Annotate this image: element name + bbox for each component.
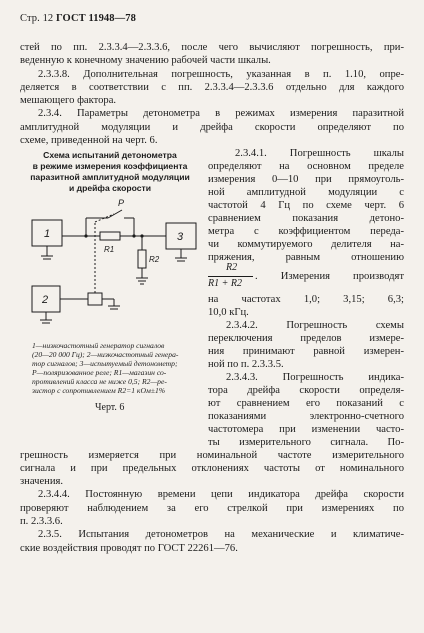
figure-legend-line: (20—20 000 Гц); 2—низкочастотный генера- xyxy=(32,350,179,359)
figure-caption-line: паразитной амплитудной модуляции xyxy=(30,172,190,182)
figure-legend-line: 1—низкочастотный генератор сигналов xyxy=(32,341,165,350)
text-line: схеме, приведенной на черт. 6. xyxy=(20,135,158,146)
text-line: веденную к конечному значению рабочей части шкалы. xyxy=(20,55,271,66)
resistor-label: R2 xyxy=(149,255,160,264)
resistor-r2 xyxy=(138,250,146,268)
fraction-numerator: R2 xyxy=(226,262,238,273)
figure-legend-line: противлений класса не ниже 0,5; R2—ре- xyxy=(32,377,167,386)
text-line: п. 2.3.3.6. xyxy=(20,516,63,527)
text-line: чи коммутируемого делителя на- xyxy=(208,239,404,250)
figure-legend-line: тор сигналов; 3—испытуемый детонометр; xyxy=(32,359,178,368)
text-line: частотой 4 Гц по схеме черт. 6 xyxy=(208,200,404,211)
page-header xyxy=(20,13,136,24)
relay-label: P xyxy=(118,198,125,208)
text-line: переключения пределов измере- xyxy=(208,333,404,344)
text-line: ной амплитудной модуляции с xyxy=(208,187,404,198)
text-line: ной по п. 2.3.3.5. xyxy=(208,359,284,370)
text-line: ют сравнением его показаний с xyxy=(208,398,404,409)
page-number: Стр. 12 xyxy=(20,13,54,24)
figure-caption-line: в режиме измерения коэффициента xyxy=(32,161,188,171)
text-line: на частотах 1,0; 3,15; 6,3; xyxy=(208,294,404,305)
text-line: ские воздействия проводят по ГОСТ 22261—76. xyxy=(20,543,238,554)
text-line: ния принимают равной измерен- xyxy=(208,346,404,357)
text-line: 2.3.4.1. Погрешность шкалы xyxy=(235,148,404,159)
figure-legend-line: Р—поляризованное реле; R1—магазин со- xyxy=(32,368,167,377)
block-label: 3 xyxy=(177,231,184,243)
text-line: 2.3.4.3. Погрешность индика- xyxy=(226,372,404,383)
resistor-label: R1 xyxy=(104,245,115,254)
text-line: ты измерительного сигнала. По- xyxy=(208,437,404,448)
text-line: пряжения, равным отношению xyxy=(208,252,404,263)
text-line: амплитудной модуляции и дрейфа скорости определяют по xyxy=(20,122,404,133)
text-line: 2.3.3.8. Дополнительная погрешность, указанная в п. 1.10, опре- xyxy=(38,69,404,80)
text-line: 10,0 кГц. xyxy=(208,307,249,318)
text-line: стей по пп. 2.3.3.4—2.3.3.6, после чего вычисляют погрешность, при- xyxy=(20,42,404,53)
figure-title: Черт. 6 xyxy=(95,402,125,413)
text-line: тора дрейфа скорости определя- xyxy=(208,385,404,396)
text-line: проверяют наблюдением за его стрелкой при измерениях по xyxy=(20,503,404,514)
text-line: . Измерения производят xyxy=(255,271,404,282)
resistor-r1 xyxy=(100,232,120,240)
text-line: 2.3.4.2. Погрешность схемы xyxy=(226,320,404,331)
fraction-denominator: R1 + R2 xyxy=(208,278,242,289)
circuit-diagram xyxy=(18,192,208,337)
text-line: метра с коэффициентом переда- xyxy=(208,226,404,237)
text-line: сравнением показания детоно- xyxy=(208,213,404,224)
block-label: 2 xyxy=(42,294,49,306)
fraction-bar xyxy=(208,276,253,277)
text-line: 2.3.5. Испытания детонометров на механические и климатиче- xyxy=(38,529,404,540)
text-line: мешающего фактора. xyxy=(20,95,117,106)
text-line: определяют на основном пределе xyxy=(208,161,404,172)
text-line: деляется в соответствии с пп. 2.3.3.4—2.3.3.6 отдельно для каждого xyxy=(20,82,404,93)
text-line: измерения 0—10 при прямоуголь- xyxy=(208,174,404,185)
relay-coil xyxy=(88,293,102,305)
text-line: частотомера при изменении часто- xyxy=(208,424,404,435)
block-label: 1 xyxy=(44,228,51,240)
text-line: показаниями электронно-счетного xyxy=(208,411,404,422)
text-line: 2.3.4.4. Постоянную времени цепи индикатора дрейфа скорости xyxy=(38,489,404,500)
figure-caption-line: Схема испытаний детонометра xyxy=(43,150,177,160)
text-line: грешность измеряется при номинальной частоте измерительного xyxy=(20,450,404,461)
standard-number: ГОСТ 11948—78 xyxy=(56,13,136,24)
text-line: 2.3.4. Параметры детонометра в режимах измерения паразитной xyxy=(38,108,404,119)
relay-contact xyxy=(108,210,122,218)
figure-legend-line: зистор с сопротивлением R2=1 кОм±1% xyxy=(32,386,166,395)
figure-caption-line: и дрейфа скорости xyxy=(69,183,151,193)
text-line: сигнала и при предельных отклонениях частоты от номинального xyxy=(20,463,404,474)
text-line: значения. xyxy=(20,476,64,487)
